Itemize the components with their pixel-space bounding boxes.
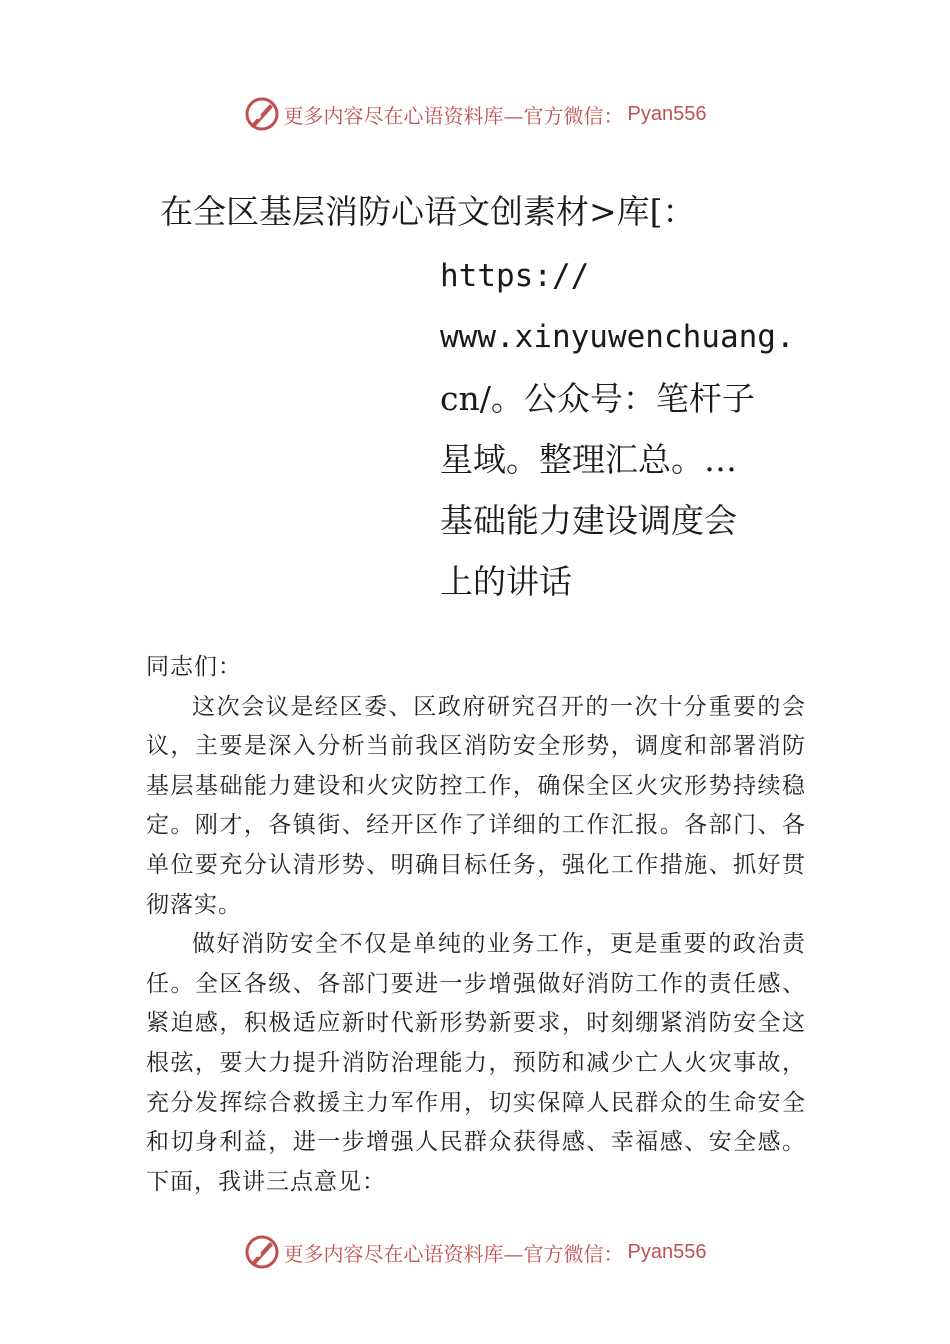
title-url-line-1: https:// bbox=[440, 258, 590, 294]
title-line-7: 上的讲话 bbox=[440, 562, 572, 601]
title-line-5: 星域。整理汇总。… bbox=[440, 440, 737, 479]
footer-banner bbox=[0, 1232, 950, 1272]
document-title-continued bbox=[440, 246, 800, 612]
wechat-id: Pyan556 bbox=[627, 102, 707, 125]
pen-seal-logo-icon bbox=[244, 96, 280, 132]
paragraph-1: 这次会议是经区委、区政府研究召开的一次十分重要的会议，主要是深入分析当前我区消防安全形势，调度和部署消防基层基础能力建设和火灾防控工作，确保全区火灾形势持续稳定。刚才，各镇街、经开区作了详细的工作汇报。各部门、各单位要充分认清形势、明确目标任务，强化工作措施、抓好贯彻落实。 bbox=[146, 693, 806, 918]
header-banner bbox=[0, 94, 950, 134]
document-title: 在全区基层消防心语文创素材>库[： bbox=[160, 192, 696, 231]
speech-body bbox=[146, 648, 806, 1202]
pen-seal-logo-icon bbox=[244, 1234, 280, 1270]
banner-text: 更多内容尽在心语资料库—官方微信： bbox=[283, 103, 624, 128]
banner-text: 更多内容尽在心语资料库—官方微信： bbox=[283, 1241, 624, 1266]
title-line-4: cn/。公众号：笔杆子 bbox=[440, 379, 755, 418]
wechat-id: Pyan556 bbox=[627, 1240, 707, 1263]
greeting: 同志们： bbox=[146, 654, 242, 680]
paragraph-2: 做好消防安全不仅是单纯的业务工作，更是重要的政治责任。全区各级、各部门要进一步增强做好消防工作的责任感、紧迫感，积极适应新时代新形势新要求，时刻绷紧消防安全这根弦，要大力提升消防治理能力，预防和减少亡人火灾事故，充分发挥综合救援主力军作用，切实保障人民群众的生命安全和切身利益，进一步增强人民群众获得感、幸福感、安全感。下面，我讲三点意见： bbox=[146, 931, 806, 1195]
title-line-6: 基础能力建设调度会 bbox=[440, 501, 737, 540]
title-url-line-2: www.xinyuwenchuang. bbox=[440, 319, 795, 355]
